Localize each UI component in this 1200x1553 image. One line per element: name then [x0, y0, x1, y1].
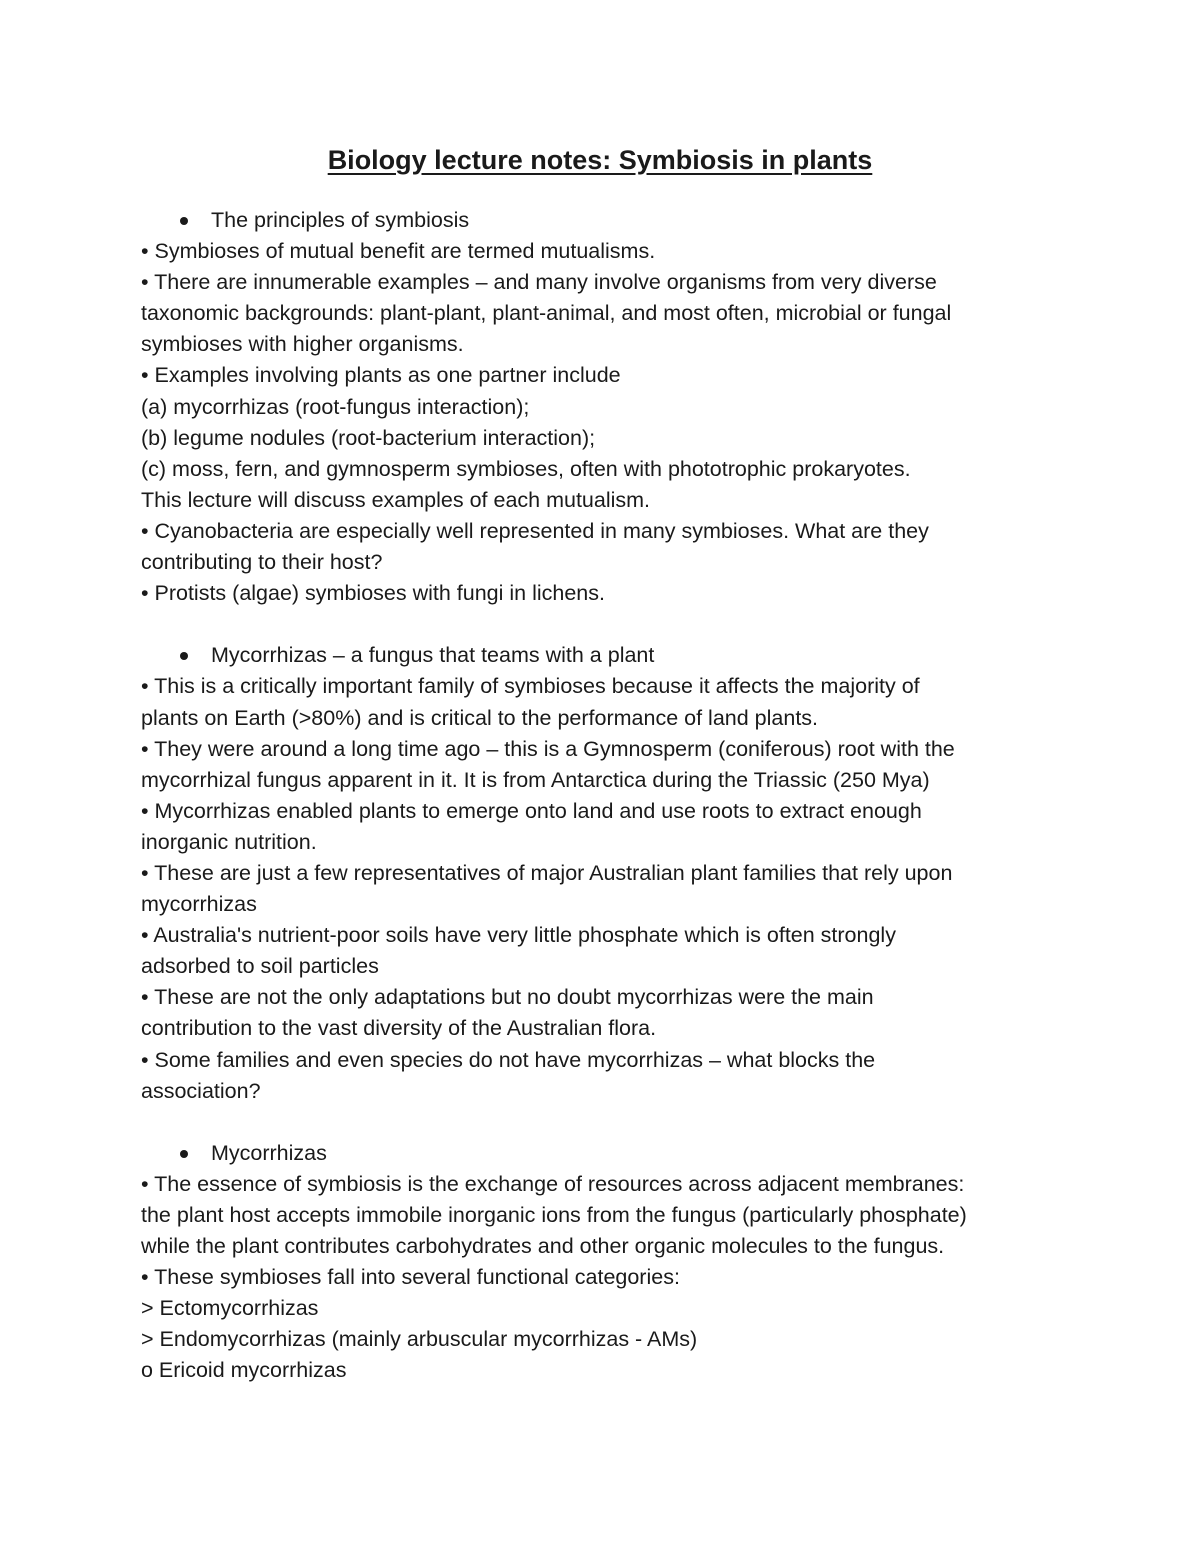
blank-line	[141, 1107, 1061, 1138]
text-line: contributing to their host?	[141, 550, 383, 575]
text-line: adsorbed to soil particles	[141, 954, 379, 979]
text-line: • Protists (algae) symbioses with fungi in lichens.	[141, 581, 605, 606]
text-line: (b) legume nodules (root-bacterium interaction);	[141, 425, 596, 450]
text-line: • There are innumerable examples – and many involve organisms from very diverse	[141, 270, 937, 295]
text-line: • Mycorrhizas enabled plants to emerge onto land and use roots to extract enough	[141, 798, 922, 823]
text-line: contribution to the vast diversity of the Australian flora.	[141, 1016, 657, 1041]
text-line: • The essence of symbiosis is the exchange of resources across adjacent membranes:	[141, 1171, 965, 1196]
text-line: • This is a critically important family of symbioses because it affects the majority of	[141, 674, 920, 699]
text-line: (c) moss, fern, and gymnosperm symbioses, often with phototrophic prokaryotes.	[141, 456, 911, 481]
blank-line	[141, 609, 1061, 640]
document-body	[141, 205, 1061, 1387]
text-line: (a) mycorrhizas (root-fungus interaction);	[141, 394, 530, 419]
document-title: Biology lecture notes: Symbiosis in plants	[327, 145, 873, 175]
text-line: taxonomic backgrounds: plant-plant, plant-animal, and most often, microbial or fungal	[141, 301, 952, 326]
text-line: symbioses with higher organisms.	[141, 332, 464, 357]
text-line: • Examples involving plants as one partner include	[141, 363, 621, 388]
text-line: • These are just a few representatives of major Australian plant families that rely upon	[141, 860, 953, 885]
text-line: This lecture will discuss examples of each mutualism.	[141, 487, 651, 512]
text-line: o Ericoid mycorrhizas	[141, 1358, 347, 1383]
text-line: mycorrhizal fungus apparent in it. It is from Antarctica during the Triassic (250 Mya)	[141, 767, 930, 792]
bullet-icon	[180, 217, 188, 225]
text-line: • These symbioses fall into several functional categories:	[141, 1265, 680, 1290]
text-line: > Ectomycorrhizas	[141, 1296, 319, 1321]
section-heading-text: Mycorrhizas – a fungus that teams with a plant	[211, 643, 655, 668]
section-heading	[141, 1138, 1061, 1169]
section-heading	[141, 205, 1061, 236]
text-line: mycorrhizas	[141, 892, 257, 917]
section-heading-text: The principles of symbiosis	[211, 208, 470, 232]
text-line: • Australia's nutrient-poor soils have very little phosphate which is often strongly	[141, 923, 896, 948]
section-heading	[141, 640, 1061, 671]
text-line: • Symbioses of mutual benefit are termed mutualisms.	[141, 239, 656, 264]
bullet-icon	[180, 652, 188, 660]
text-line: • They were around a long time ago – this is a Gymnosperm (coniferous) root with the	[141, 736, 955, 761]
text-line: the plant host accepts immobile inorganic ions from the fungus (particularly phosphate)	[141, 1203, 967, 1227]
text-line: while the plant contributes carbohydrates and other organic molecules to the fungus.	[141, 1234, 945, 1259]
text-line: association?	[141, 1078, 261, 1103]
text-line: • Cyanobacteria are especially well represented in many symbioses. What are they	[141, 518, 929, 543]
section-heading-text: Mycorrhizas	[211, 1140, 327, 1165]
text-line: • Some families and even species do not have mycorrhizas – what blocks the	[141, 1047, 876, 1072]
text-line: plants on Earth (>80%) and is critical to the performance of land plants.	[141, 705, 819, 730]
bullet-icon	[180, 1150, 188, 1158]
text-line: inorganic nutrition.	[141, 829, 317, 854]
text-line: • These are not the only adaptations but no doubt mycorrhizas were the main	[141, 985, 874, 1010]
text-line: > Endomycorrhizas (mainly arbuscular mycorrhizas - AMs)	[141, 1327, 698, 1352]
